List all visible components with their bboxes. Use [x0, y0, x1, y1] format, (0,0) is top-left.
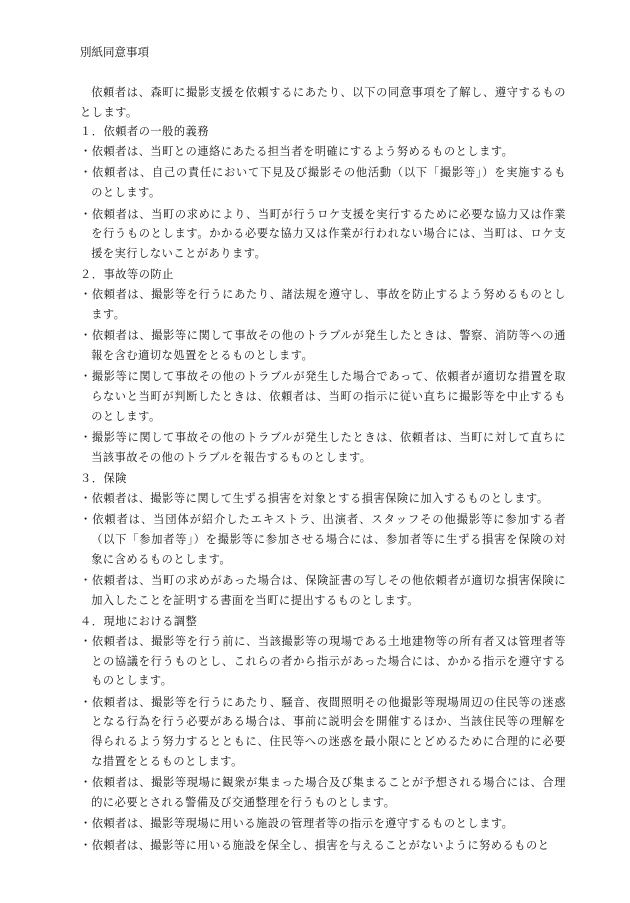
list-item: ・依頼者は、撮影等に関して生ずる損害を対象とする損害保険に加入するものとします。: [80, 491, 549, 505]
list-item: ・依頼者は、撮影等を行う前に、当該撮影等の現場である土地建物等の所有者又は管理者等との協議を行うものとし、これらの者から指示があった場合には、かかる指示を遵守するものとします。: [80, 635, 566, 688]
document-title: 別紙同意事項: [80, 45, 149, 59]
section-heading: １．依頼者の一般的義務: [80, 125, 210, 139]
list-item: ・撮影等に関して事故その他のトラブルが発生した場合であって、依頼者が適切な措置を取らないと当町が判断したときは、依頼者は、当町の指示に従い直ちに撮影等を中止するものとします。: [80, 370, 566, 423]
section-local-coordination: [80, 612, 566, 855]
list-item: ・依頼者は、撮影等に用いる施設を保全し、損害を与えることがないように努めるものと: [80, 838, 550, 852]
list-item: ・依頼者は、自己の責任において下見及び撮影その他活動（以下「撮影等」）を実施するものとします。: [80, 166, 566, 199]
list-item: ・依頼者は、当町の求めにより、当町が行うロケ支援を実行するために必要な協力又は作業を行うものとします。かかる必要な協力又は作業が行われない場合には、当町は、ロケ支援を実行しないことがあります。: [80, 207, 566, 260]
list-item: ・依頼者は、当町の求めがあった場合は、保険証書の写しその他依頼者が適切な損害保険に加入したことを証明する書面を当町に提出するものとします。: [80, 574, 566, 607]
list-item: ・依頼者は、撮影等を行うにあたり、諸法規を遵守し、事故を防止するよう努めるものとします。: [80, 287, 566, 321]
section-insurance: [80, 469, 566, 610]
list-item: ・依頼者は、撮影等現場に観衆が集まった場合及び集まることが予想される場合には、合理的に必要とされる警備及び交通整理を行うものとします。: [80, 776, 566, 809]
list-item: ・依頼者は、当団体が紹介したエキストラ、出演者、スタッフその他撮影等に参加する者（以下「参加者等」）を撮影等に参加させる場合には、参加者等に生ずる損害を保険の対象に含めるものとします。: [80, 513, 566, 566]
section-heading: ３．保険: [80, 472, 127, 486]
section-heading: ４．現地における調整: [80, 615, 198, 629]
section-general-obligations: [80, 122, 566, 263]
list-item: ・撮影等に関して事故その他のトラブルが発生したときは、依頼者は、当町に対して直ちに当該事故その他のトラブルを報告するものとします。: [80, 431, 566, 464]
intro-paragraph: 依頼者は、森町に撮影支援を依頼するにあたり、以下の同意事項を了解し、遵守するものとします。: [80, 86, 566, 119]
section-accident-prevention: [80, 265, 566, 467]
section-heading: ２．事故等の防止: [80, 268, 174, 282]
list-item: ・依頼者は、撮影等現場に用いる施設の管理者等の指示を遵守するものとします。: [80, 817, 514, 831]
list-item: ・依頼者は、撮影等に関して事故その他のトラブルが発生したときは、警察、消防等への通報を含む適切な処置をとるものとします。: [80, 329, 566, 362]
document-body: [80, 83, 566, 856]
list-item: ・依頼者は、撮影等を行うにあたり、騒音、夜間照明その他撮影等現場周辺の住民等の迷惑となる行為を行う必要がある場合は、事前に説明会を開催するほか、当該住民等の理解を得られるよう努力するとともに、住民等への迷惑を最小限にとどめるために合理的に必要な措置をとるものとします。: [80, 695, 566, 768]
list-item: ・依頼者は、当町との連絡にあたる担当者を明確にするよう努めるものとします。: [80, 144, 514, 158]
